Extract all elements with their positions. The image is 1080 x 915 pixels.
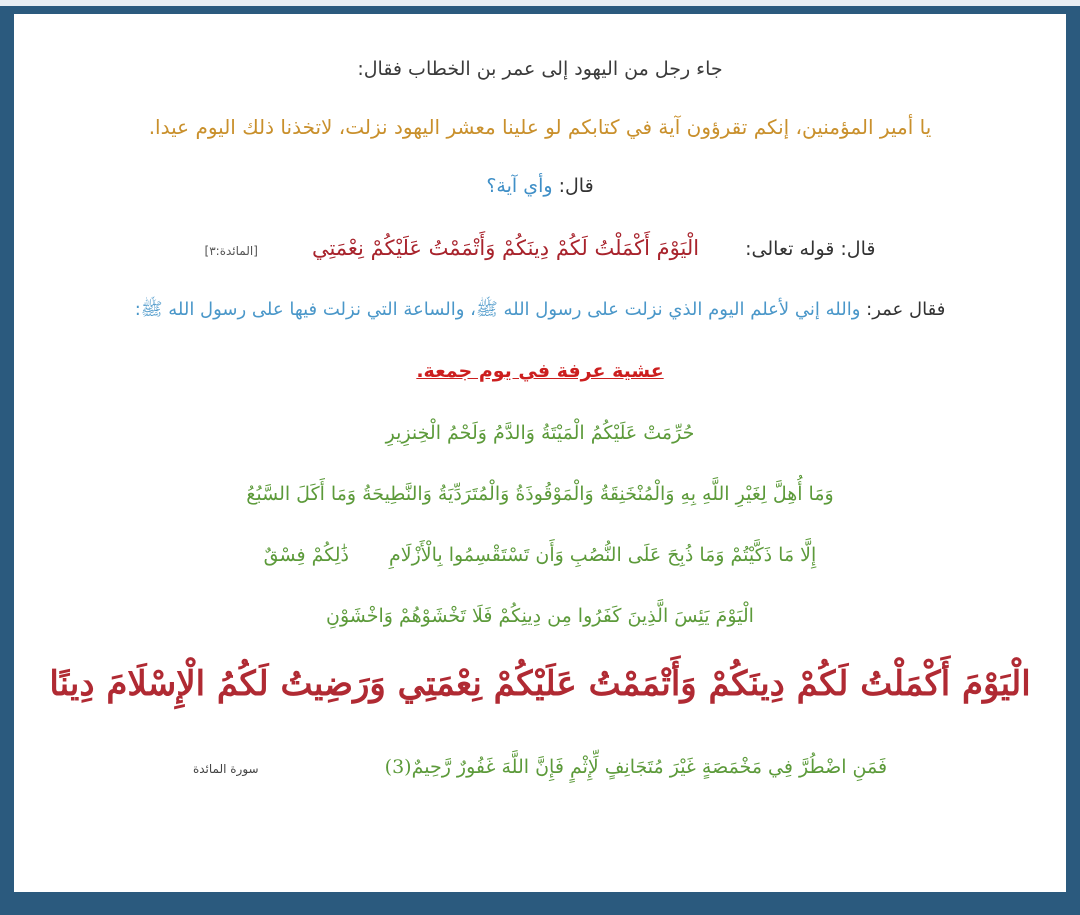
- verse-line-4: الْيَوْمَ يَئِسَ الَّذِينَ كَفَرُوا مِن دِينِكُمْ فَلَا تَخْشَوْهُمْ وَاخْشَوْنِ: [326, 605, 754, 627]
- question-label: قال:: [558, 175, 594, 197]
- verse-line-1: حُرِّمَتْ عَلَيْكُمُ الْمَيْتَةُ وَالدَّمُ وَلَحْمُ الْخِنزِيرِ: [385, 422, 695, 444]
- umar-question-line: [14, 175, 1066, 197]
- document-page: [14, 14, 1066, 892]
- umar-answer-line: [14, 298, 1066, 324]
- sura-name: سورة المائدة: [192, 762, 259, 776]
- closing-verse: فَمَنِ اضْطُرَّ فِي مَخْمَصَةٍ غَيْرَ مُتَجَانِفٍ لِّإِثْمٍ فَإِنَّ اللَّهَ غَفُورٌ رَّحِيمٌ(3): [384, 756, 888, 778]
- verse-line-3: [14, 544, 1066, 566]
- verse-line-2: وَمَا أُهِلَّ لِغَيْرِ اللَّهِ بِهِ وَالْمُنْخَنِقَةُ وَالْمَوْقُوذَةُ وَالْمُتَرَدِّيَةُ وَالنَّطِيحَةُ وَمَا أَكَلَ السَّبُعُ: [246, 483, 834, 505]
- verse-line-3b: ذَٰلِكُمْ فِسْقٌ: [263, 544, 349, 566]
- verse-reference: [المائدة:٣]: [204, 244, 258, 258]
- verse-quote-line: [14, 236, 1066, 260]
- jew-statement: يا أمير المؤمنين، إنكم تقرؤون آية في كتابكم لو علينا معشر اليهود نزلت، لاتخذنا ذلك اليوم عيدا.: [148, 115, 932, 139]
- question-text: وأي آية؟: [486, 175, 553, 197]
- intro-line: جاء رجل من اليهود إلى عمر بن الخطاب فقال:: [357, 58, 723, 80]
- closing-verse-line: [14, 756, 1066, 778]
- answer-label: فقال عمر:: [866, 299, 946, 320]
- verse-line-3a: إِلَّا مَا ذَكَّيْتُمْ وَمَا ذُبِحَ عَلَى النُّصُبِ وَأَن تَسْتَقْسِمُوا بِالْأَزْلَامِ: [388, 544, 817, 566]
- arafah-heading: عشية عرفة في يوم جمعة.: [416, 360, 664, 382]
- quoted-verse: الْيَوْمَ أَكْمَلْتُ لَكُمْ دِينَكُمْ وَأَتْمَمْتُ عَلَيْكُمْ نِعْمَتِي: [311, 236, 700, 260]
- verse-intro-label: قال: قوله تعالى:: [745, 238, 876, 260]
- answer-text: والله إني لأعلم اليوم الذي نزلت على رسول الله ﷺ، والساعة التي نزلت فيها على رسول الله ﷺ:: [134, 299, 861, 320]
- highlighted-verse: الْيَوْمَ أَكْمَلْتُ لَكُمْ دِينَكُمْ وَأَتْمَمْتُ عَلَيْكُمْ نِعْمَتِي وَرَضِيتُ لَكُمُ الْإِسْلَامَ دِينًا: [49, 664, 1031, 704]
